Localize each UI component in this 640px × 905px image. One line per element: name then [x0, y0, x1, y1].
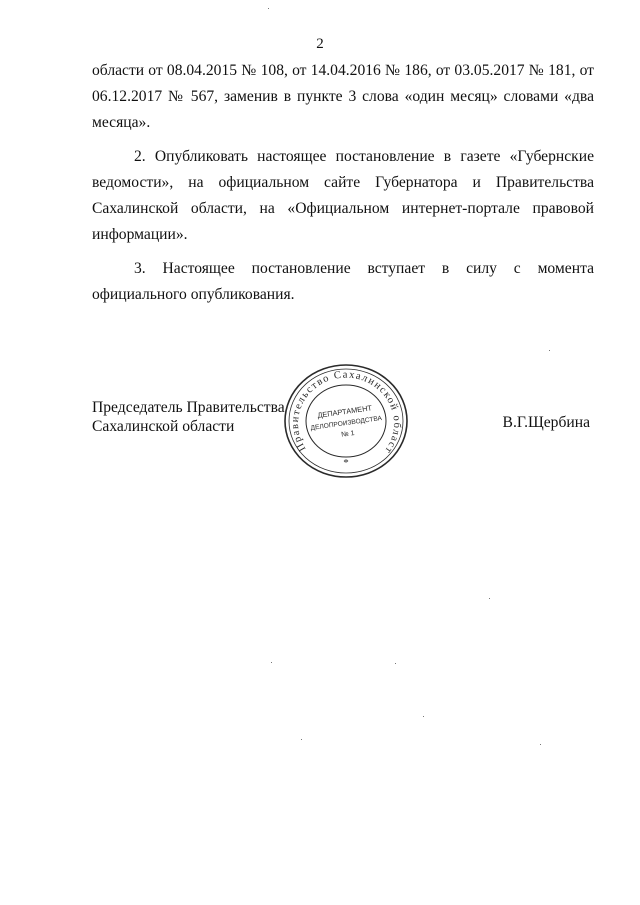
seal-star: * [343, 457, 349, 469]
seal-graphic [282, 362, 410, 480]
scan-speck [489, 598, 490, 599]
document-body [92, 58, 594, 316]
scan-speck [549, 350, 550, 351]
signatory-position-line2: Сахалинской области [92, 418, 235, 435]
scan-speck [540, 744, 541, 745]
seal-ring-text: Правительство Сахалинской област [289, 369, 403, 457]
seal-center-line2: ДЕЛОПРОИЗВОДСТВА [310, 415, 383, 432]
signature-block [92, 398, 285, 436]
seal-center-line3: № 1 [340, 429, 355, 439]
page-number: 2 [316, 36, 324, 52]
scan-speck [268, 8, 269, 9]
scan-speck [271, 662, 272, 663]
scan-speck [423, 716, 424, 717]
scan-speck [395, 663, 396, 664]
official-seal [282, 362, 410, 480]
paragraph-item-3: 3. Настоящее постановление вступает в силу с момента официального опубликования. [92, 260, 594, 303]
seal-center-line1: ДЕПАРТАМЕНТ [316, 403, 373, 420]
paragraph-continuation: области от 08.04.2015 № 108, от 14.04.2016 № 186, от 03.05.2017 № 181, от 06.12.2017 № 567, заменив в пункте 3 слова «один месяц» словами «два месяца». [92, 62, 594, 131]
signatory-name: В.Г.Щербина [502, 414, 590, 431]
scan-speck [301, 739, 302, 740]
signatory-position-line1: Председатель Правительства [92, 399, 285, 416]
paragraph-item-2: 2. Опубликовать настоящее постановление в газете «Губернские ведомости», на официальном сайте Губернатора и Правительства Сахалинской области, на «Официальном интернет-портале правовой информации». [92, 148, 594, 243]
